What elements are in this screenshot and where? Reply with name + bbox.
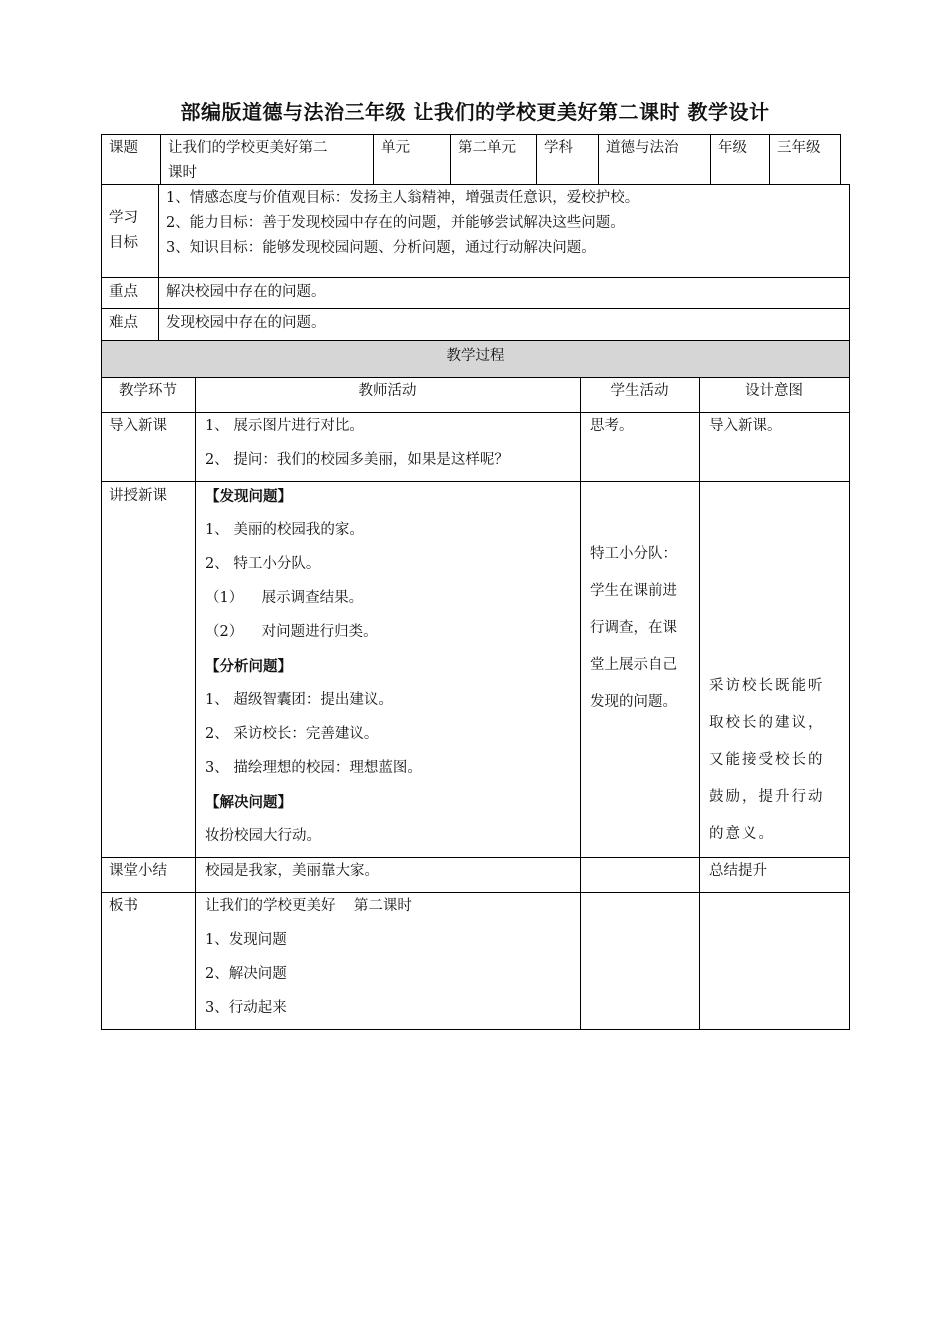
objectives-list [158, 186, 848, 261]
summary-intent: 总结提升 [709, 863, 767, 879]
text-line: 堂上展示自己 [590, 657, 677, 673]
text-line: 又能接受校长的 [709, 752, 825, 768]
intro-teacher-activity [195, 414, 580, 482]
board-line: 2、解决问题 [205, 966, 287, 982]
key-point-value: 解决校园中存在的问题。 [166, 284, 326, 300]
lecture-teacher-activity [195, 484, 580, 858]
topic-value-line1: 让我们的学校更美好第二 [168, 140, 328, 156]
summary-stage: 课堂小结 [109, 863, 167, 879]
difficulty-value: 发现校园中存在的问题。 [166, 315, 326, 331]
list-item: （2） 对问题进行归类。 [205, 624, 378, 640]
difficulty-label: 难点 [109, 315, 138, 331]
text-line: 发现的问题。 [590, 694, 677, 710]
objectives-label [101, 206, 158, 256]
objectives-label-line2: 目标 [109, 235, 138, 251]
intro-stage: 导入新课 [109, 418, 167, 434]
topic-label: 课题 [109, 140, 138, 156]
subject-label: 学科 [544, 140, 573, 156]
board-line: 让我们的学校更美好 第二课时 [205, 898, 412, 914]
key-point-label: 重点 [109, 284, 138, 300]
section-heading: 【解决问题】 [205, 794, 292, 811]
text-line: 采访校长既能听 [709, 678, 825, 694]
intro-intent: 导入新课。 [709, 418, 782, 434]
board-line: 1、发现问题 [205, 932, 287, 948]
text-line: 学生在课前进 [590, 583, 677, 599]
objective-item: 3、知识目标：能够发现校园问题、分析问题，通过行动解决问题。 [166, 240, 596, 256]
process-heading: 教学过程 [446, 348, 505, 364]
summary-teacher-activity: 校园是我家，美丽靠大家。 [205, 863, 379, 879]
board-stage: 板书 [109, 898, 138, 914]
section-heading: 【分析问题】 [205, 658, 292, 675]
topic-value [160, 136, 373, 184]
grade-label: 年级 [718, 140, 747, 156]
objective-item: 2、能力目标：善于发现校园中存在的问题，并能够尝试解决这些问题。 [166, 215, 625, 231]
unit-label: 单元 [381, 140, 410, 156]
text-line: 取校长的建议， [709, 715, 825, 731]
column-header-intent: 设计意图 [745, 383, 803, 399]
column-header-stage: 教学环节 [119, 383, 177, 399]
list-item: 2、 采访校长：完善建议。 [205, 726, 379, 742]
section-heading: 【发现问题】 [205, 488, 292, 505]
text-line: 鼓励，提升行动 [709, 789, 825, 805]
objective-item: 1、情感态度与价值观目标：发扬主人翁精神，增强责任意识，爱校护校。 [166, 190, 640, 206]
text-line: 的意义。 [709, 826, 775, 842]
intro-student-activity: 思考。 [590, 418, 634, 434]
unit-value: 第二单元 [458, 140, 516, 156]
list-item: （1） 展示调查结果。 [205, 590, 364, 606]
page-title: 部编版道德与法治三年级 让我们的学校更美好第二课时 教学设计 [180, 100, 770, 124]
text-line: 特工小分队： [590, 546, 677, 562]
list-item: 2、 提问：我们的校园多美丽，如果是这样呢？ [205, 452, 509, 468]
grade-value: 三年级 [777, 140, 821, 156]
list-item: 3、 描绘理想的校园：理想蓝图。 [205, 760, 422, 776]
lecture-intent [699, 668, 849, 853]
objectives-label-line1: 学习 [109, 210, 138, 226]
column-header-student: 学生活动 [610, 383, 669, 399]
board-line: 3、行动起来 [205, 1000, 287, 1016]
list-item: 1、 美丽的校园我的家。 [205, 522, 364, 538]
lecture-stage: 讲授新课 [109, 488, 167, 504]
lecture-student-activity [580, 536, 699, 721]
topic-value-line2: 课时 [168, 165, 197, 181]
list-item: 1、 超级智囊团：提出建议。 [205, 692, 393, 708]
subject-value: 道德与法治 [606, 140, 679, 156]
board-teacher-content [195, 894, 580, 1030]
list-item: 1、 展示图片进行对比。 [205, 418, 364, 434]
text-line: 行调查，在课 [590, 620, 677, 636]
list-item: 妆扮校园大行动。 [205, 828, 321, 844]
list-item: 2、 特工小分队。 [205, 556, 321, 572]
column-header-teacher: 教师活动 [358, 383, 417, 399]
